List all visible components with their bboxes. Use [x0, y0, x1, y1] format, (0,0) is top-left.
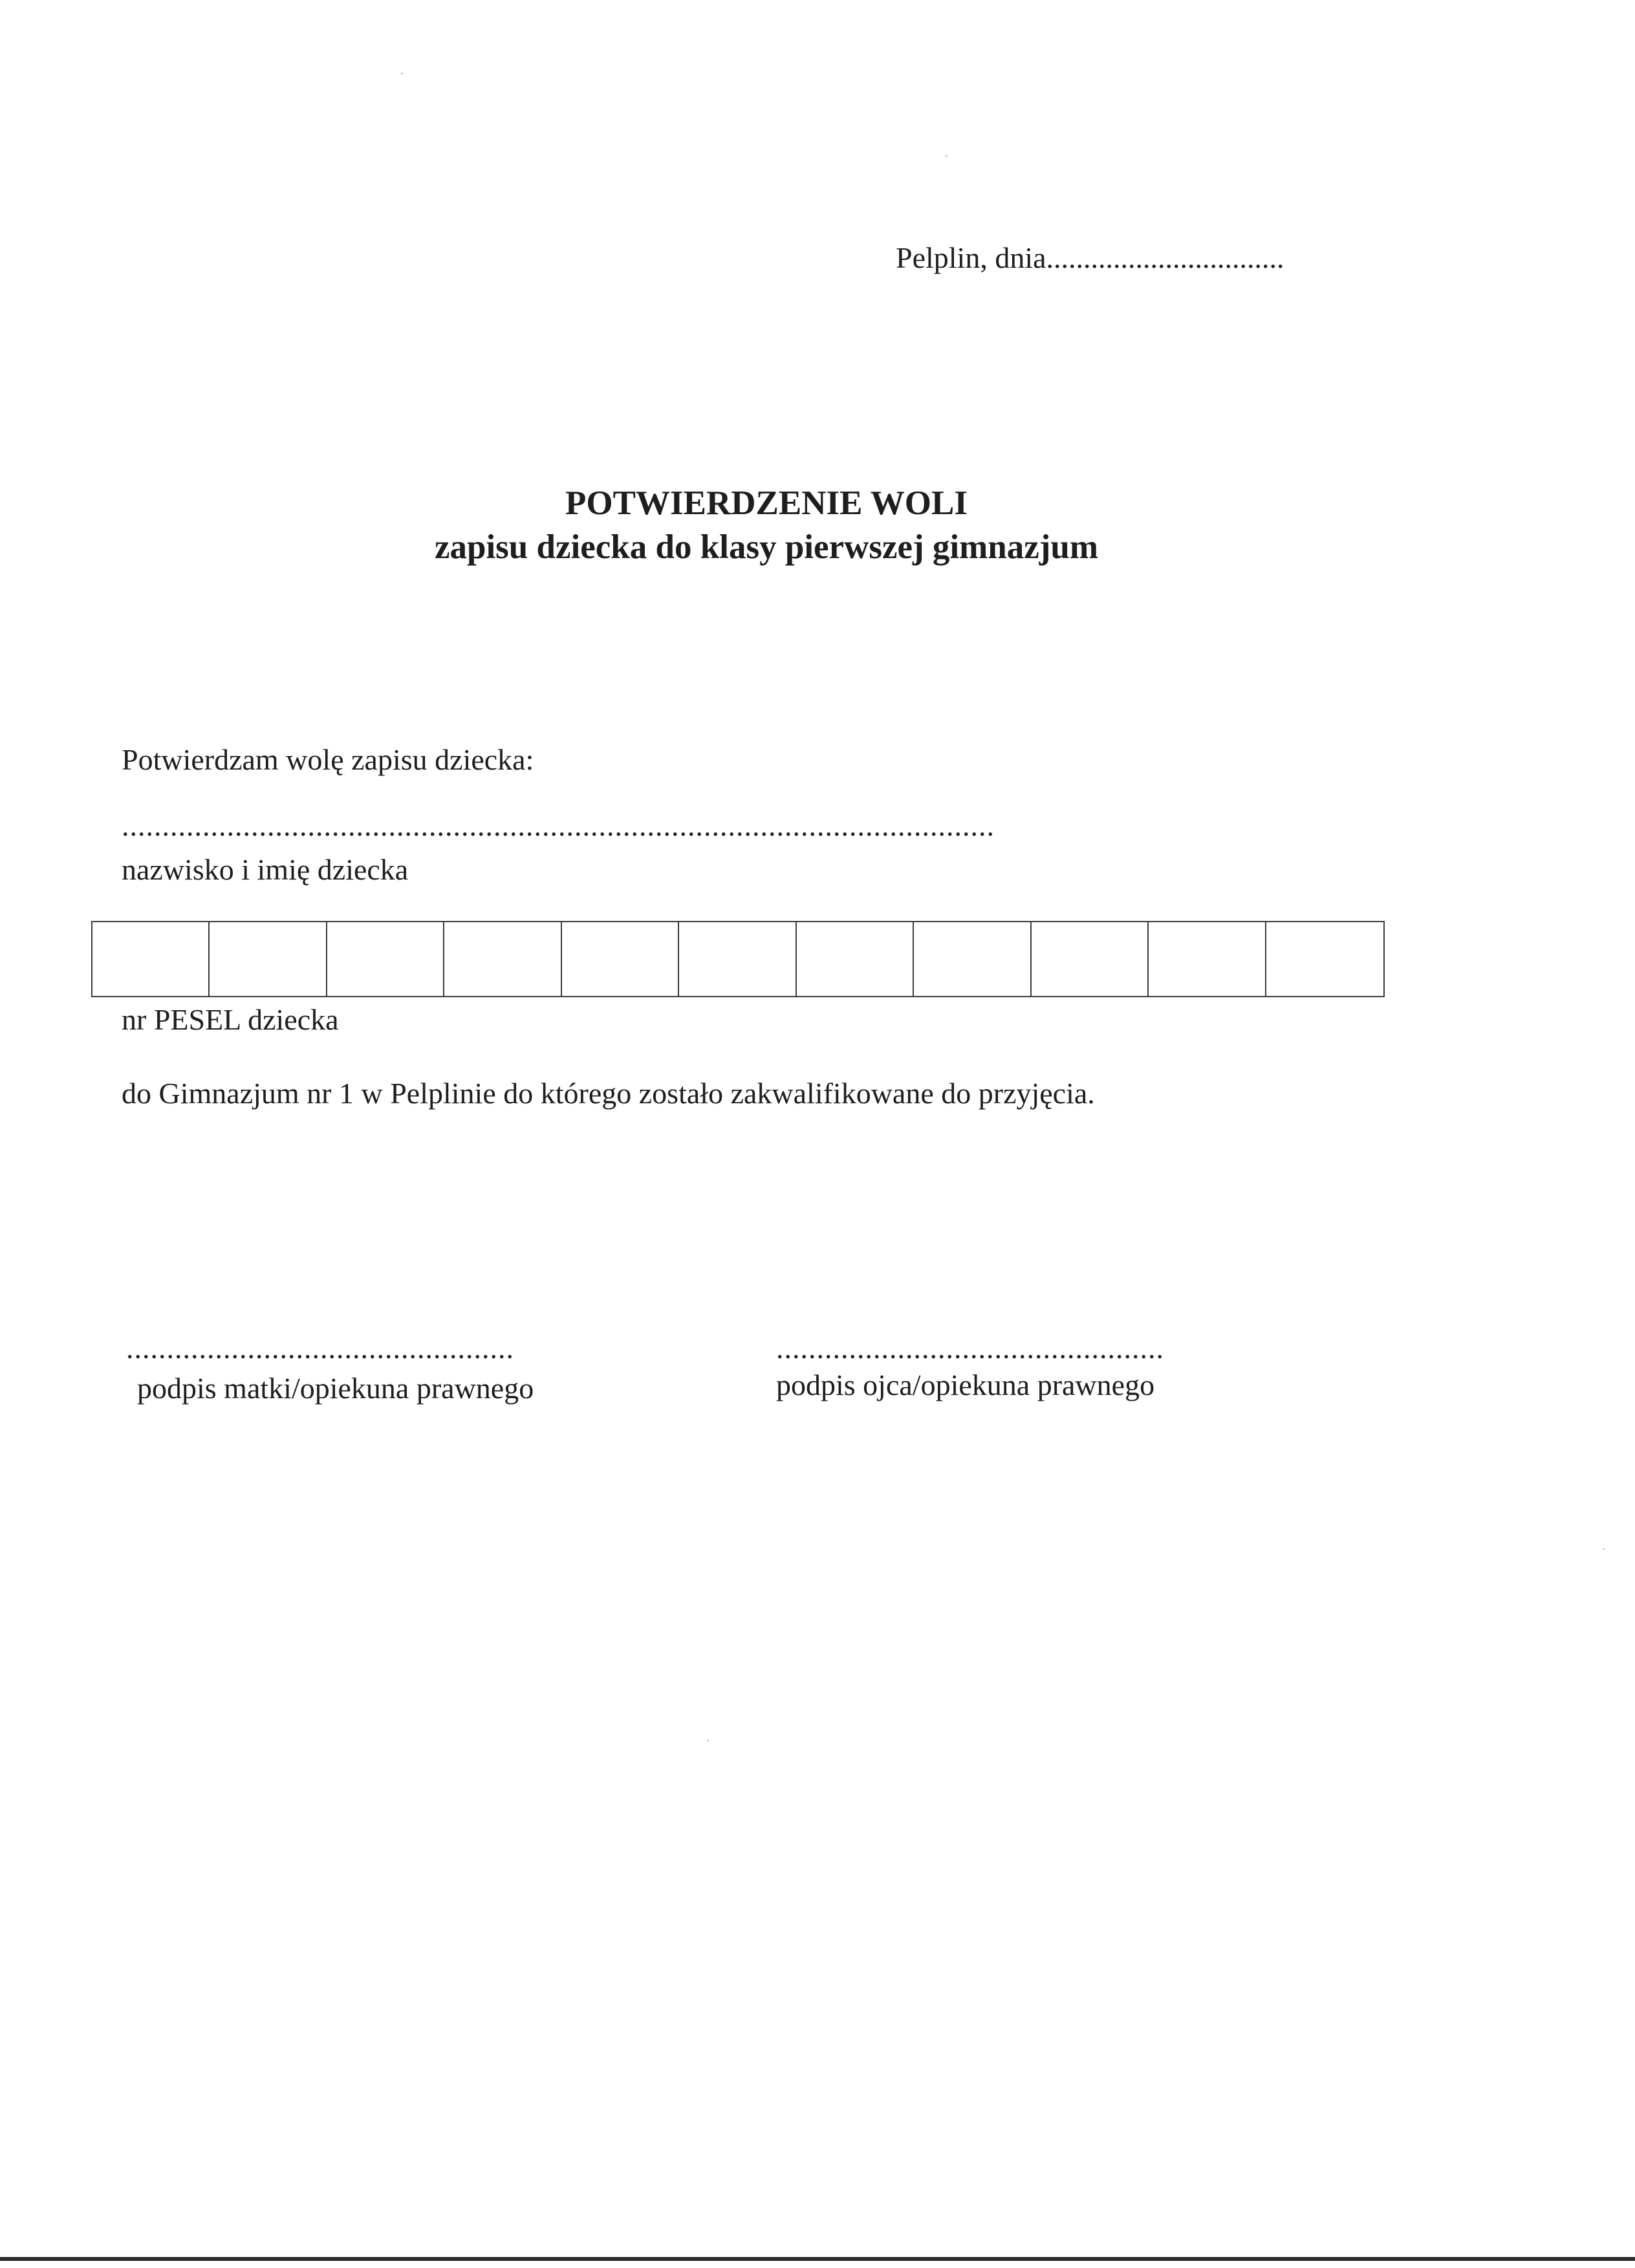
pesel-digit-cell[interactable]	[210, 922, 327, 996]
pesel-digit-cell[interactable]	[679, 922, 796, 996]
school-statement: do Gimnazjum nr 1 w Pelplinie do którego zostało zakwalifikowane do przyjęcia.	[122, 1077, 1095, 1110]
pesel-digit-cell[interactable]	[562, 922, 679, 996]
form-subtitle: zapisu dziecka do klasy pierwszej gimnazjum	[434, 528, 1099, 566]
pesel-digit-cell[interactable]	[914, 922, 1031, 996]
child-name-field[interactable]: ............................................................................................................	[122, 809, 995, 842]
pesel-digit-cell[interactable]	[1149, 922, 1266, 996]
scan-speck	[1603, 1548, 1605, 1550]
mother-signature-label: podpis matki/opiekuna prawnego	[137, 1372, 534, 1405]
father-signature-label: podpis ojca/opiekuna prawnego	[776, 1368, 1155, 1401]
pesel-label: nr PESEL dziecka	[122, 1003, 339, 1036]
scan-speck	[707, 1740, 709, 1742]
pesel-digit-cell[interactable]	[797, 922, 914, 996]
scan-speck	[401, 72, 403, 74]
scan-speck	[946, 155, 947, 157]
pesel-digit-cell[interactable]	[1266, 922, 1383, 996]
pesel-grid	[91, 921, 1385, 997]
intro-text: Potwierdzam wolę zapisu dziecka:	[122, 743, 534, 776]
form-title: POTWIERDZENIE WOLI	[565, 484, 968, 522]
pesel-digit-cell[interactable]	[92, 922, 210, 996]
father-signature-field[interactable]: ................................................	[776, 1332, 1164, 1365]
pesel-digit-cell[interactable]	[1032, 922, 1149, 996]
child-name-label: nazwisko i imię dziecka	[122, 853, 409, 886]
pesel-digit-cell[interactable]	[444, 922, 561, 996]
place-date-line[interactable]: Pelplin, dnia................................	[896, 241, 1284, 274]
mother-signature-field[interactable]: ................................................	[126, 1332, 514, 1365]
pesel-digit-cell[interactable]	[327, 922, 444, 996]
scan-edge-line	[0, 2257, 1635, 2261]
